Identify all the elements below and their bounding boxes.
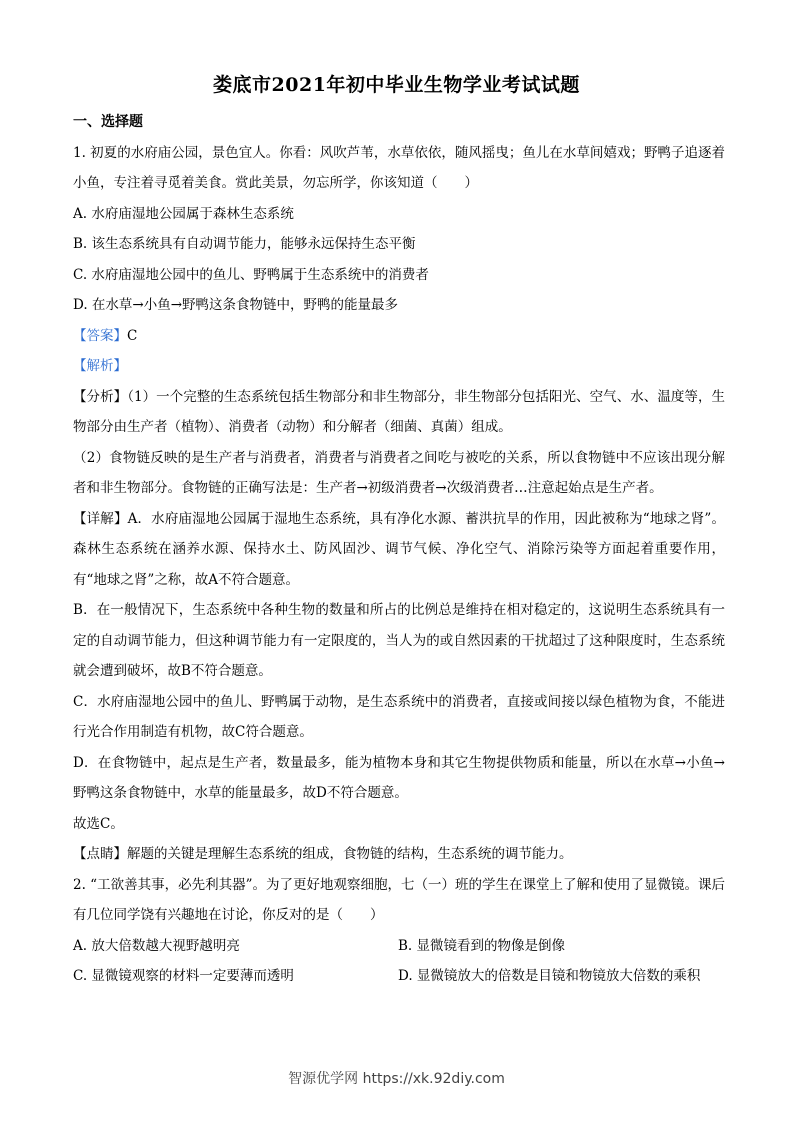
page-title: 娄底市2021年初中毕业生物学业考试试题 [213, 74, 580, 96]
dianjing-paragraph [73, 839, 725, 870]
question-2-option-b: B. 显微镜看到的物像是倒像 [398, 937, 566, 954]
dianjing-text: 解题的关键是理解生态系统的组成，食物链的结构，生态系统的调节能力。 [127, 846, 573, 862]
section-heading: 一、选择题 [73, 114, 143, 130]
xiangjie-text-a: A．水府庙湿地公园属于湿地生态系统，具有净化水源、蓄洪抗旱的作用，因此被称为“地球之肾”。森林生态系统在涵养水源、保持水土、防风固沙、调节气候、净化空气、消除污染等方面起着重要作用，有“地球之肾”之称，故A不符合题意。 [73, 510, 725, 588]
question-1-option-b: B. 该生态系统具有自动调节能力，能够永远保持生态平衡 [73, 236, 416, 252]
answer-tag: 【答案】 [73, 327, 127, 344]
question-1-option-c: C. 水府庙湿地公园中的鱼儿、野鸭属于生态系统中的消费者 [73, 266, 429, 283]
question-2-options-row-1 [73, 931, 725, 962]
xiangjie-paragraph-c: C．水府庙湿地公园中的鱼儿、野鸭属于动物，是生态系统中的消费者，直接或间接以绿色植物为食，不能进行光合作用制造有机物，故C符合题意。 [73, 693, 725, 740]
dianjing-tag: 【点睛】 [73, 846, 127, 862]
question-2-option-a: A. 放大倍数越大视野越明亮 [73, 937, 240, 954]
select-line: 故选C。 [73, 815, 124, 832]
fenxi-tag: 【分析】 [73, 388, 128, 405]
fenxi-paragraph-1 [73, 382, 725, 443]
question-2-option-c: C. 显微镜观察的材料一定要薄而透明 [73, 968, 294, 984]
xiangjie-tag: 【详解】 [73, 510, 128, 527]
fenxi-text-1: （1）一个完整的生态系统包括生物部分和非生物部分，非生物部分包括阳光、空气、水、温度等，生物部分由生产者（植物）、消费者（动物）和分解者（细菌、真菌）组成。 [73, 388, 726, 435]
xiangjie-paragraph-d: D．在食物链中，起点是生产者，数量最多，能为植物本身和其它生物提供物质和能量，所以在水草→小鱼→野鸭这条食物链中，水草的能量最多，故D不符合题意。 [73, 754, 725, 801]
answer-value: C [127, 327, 138, 344]
fenxi-paragraph-2: （2）食物链反映的是生产者与消费者，消费者与消费者之间吃与被吃的关系，所以食物链中不应该出现分解者和非生物部分。食物链的正确写法是：生产者→初级消费者→次级消费者…注意起始点是生产者。 [73, 449, 725, 496]
question-2-options-row-2 [73, 961, 725, 992]
xiangjie-paragraph-a [73, 504, 725, 596]
analysis-line [73, 351, 725, 382]
question-1-option-a: A. 水府庙湿地公园属于森林生态系统 [73, 205, 294, 222]
footer-watermark: 智源优学网 https://xk.92diy.com [288, 1071, 505, 1087]
answer-line [73, 321, 725, 352]
question-2-stem: 2. “工欲善其事，必先利其器”。为了更好地观察细胞，七（一）班的学生在课堂上了解和使用了显微镜。课后有几位同学饶有兴趣地在讨论，你反对的是（ ） [73, 876, 725, 923]
question-2-option-d: D. 显微镜放大的倍数是目镜和物镜放大倍数的乘积 [398, 968, 701, 984]
document-content [73, 107, 725, 992]
xiangjie-paragraph-b: B．在一般情况下，生态系统中各种生物的数量和所占的比例总是维持在相对稳定的，这说明生态系统具有一定的自动调节能力，但这种调节能力有一定限度的，当人为的或自然因素的干扰超过了这种限度时，生态系统就会遭到破坏，故B不符合题意。 [73, 602, 725, 679]
question-1-stem: 1. 初夏的水府庙公园，景色宜人。你看：风吹芦苇，水草依依，随风摇曳；鱼儿在水草间嬉戏；野鸭子追逐着小鱼，专注着寻觅着美食。赏此美景，勿忘所学，你该知道（ ） [73, 144, 725, 191]
question-1-option-d: D. 在水草→小鱼→野鸭这条食物链中，野鸭的能量最多 [73, 297, 399, 313]
analysis-tag: 【解析】 [73, 358, 127, 374]
